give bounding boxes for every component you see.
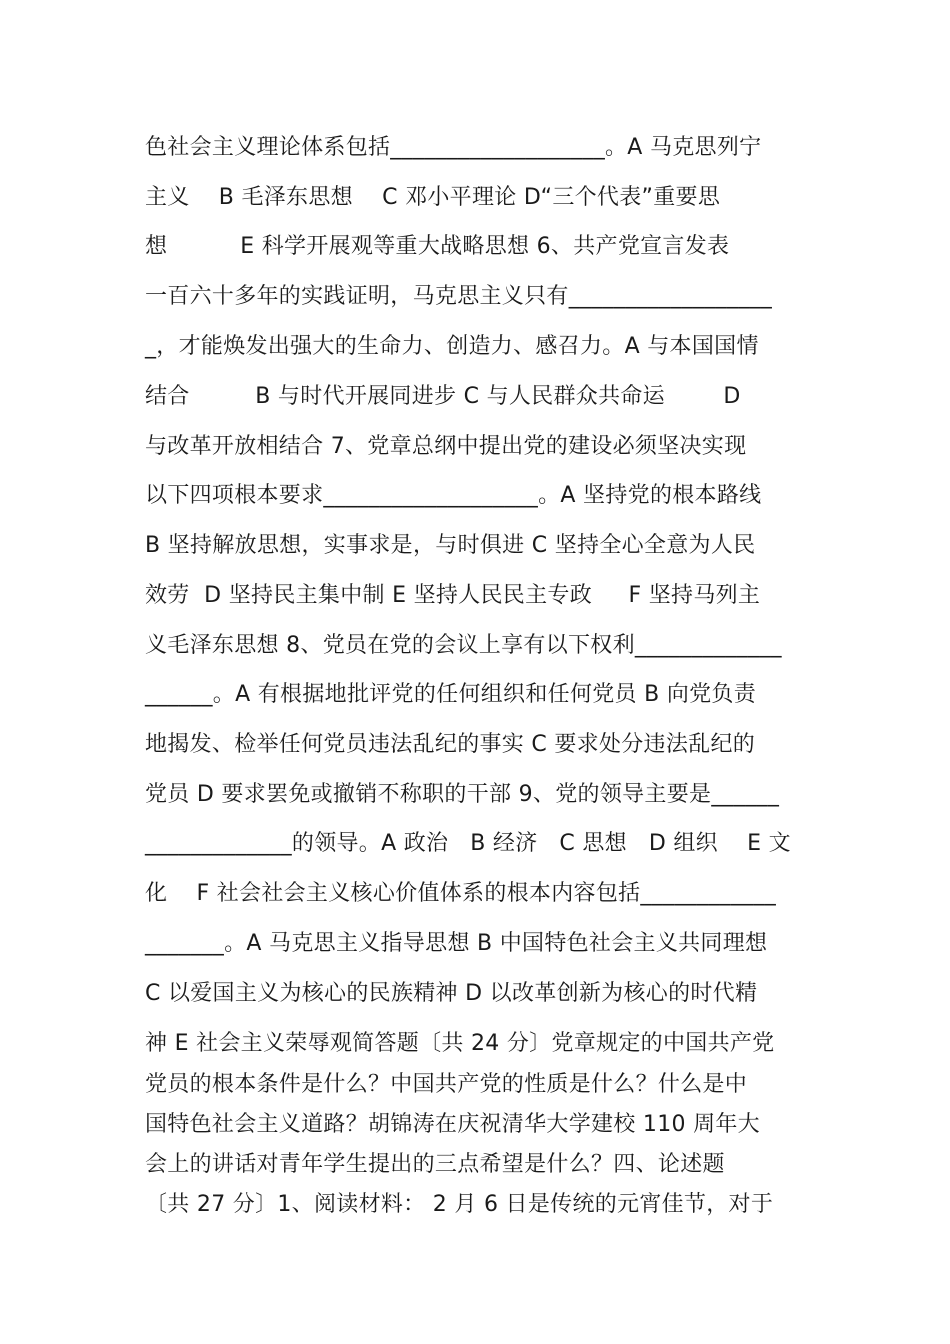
text-line: 主义 B 毛泽东思想 C 邓小平理论 D“三个代表”重要思 [145, 185, 721, 210]
text-line: 义毛泽东思想 8、党员在党的会议上享有以下权利_____________ [145, 633, 782, 658]
text-line: _____________的领导。A 政治 B 经济 C 思想 D 组织 E 文 [145, 831, 791, 856]
text-line: 一百六十多年的实践证明，马克思主义只有__________________ [145, 284, 773, 309]
text-line: ______。A 有根据地批评党的任何组织和任何党员 B 向党负责 [145, 682, 757, 707]
text-line: 与改革开放相结合 7、党章总纲中提出党的建设必须坚决实现 [145, 434, 747, 459]
text-line: 色社会主义理论体系包括___________________。A 马克思列宁 [145, 135, 762, 160]
text-line: 国特色社会主义道路？胡锦涛在庆祝清华大学建校 110 周年大 [145, 1112, 760, 1137]
text-line: 结合 B 与时代开展同进步 C 与人民群众共命运 D [145, 384, 741, 409]
text-line: 化 F 社会社会主义核心价值体系的根本内容包括____________ [145, 881, 777, 906]
text-line: 想 E 科学开展观等重大战略思想 6、共产党宣言发表 [145, 234, 730, 259]
text-line: 神 E 社会主义荣辱观简答题〔共 24 分〕党章规定的中国共产党 [145, 1031, 775, 1056]
text-line: 效劳 D 坚持民主集中制 E 坚持人民民主专政 F 坚持马列主 [145, 583, 761, 608]
text-line: C 以爱国主义为核心的民族精神 D 以改革创新为核心的时代精 [145, 981, 758, 1006]
text-line: _______。A 马克思主义指导思想 B 中国特色社会主义共同理想 [145, 931, 768, 956]
text-line: _，才能焕发出强大的生命力、创造力、感召力。A 与本国国情 [145, 334, 759, 359]
text-line: 〔共 27 分〕1、阅读材料： 2 月 6 日是传统的元宵佳节，对于 [145, 1192, 774, 1217]
text-line: 党员的根本条件是什么？中国共产党的性质是什么？什么是中 [145, 1072, 748, 1097]
text-line: 党员 D 要求罢免或撤销不称职的干部 9、党的领导主要是______ [145, 782, 780, 807]
text-line: 地揭发、检举任何党员违法乱纪的事实 C 要求处分违法乱纪的 [145, 732, 756, 757]
text-line: B 坚持解放思想，实事求是，与时俱进 C 坚持全心全意为人民 [145, 533, 756, 558]
text-line: 以下四项根本要求___________________。A 坚持党的根本路线 [145, 483, 762, 508]
text-line: 会上的讲话对青年学生提出的三点希望是什么？四、论述题 [145, 1152, 725, 1177]
